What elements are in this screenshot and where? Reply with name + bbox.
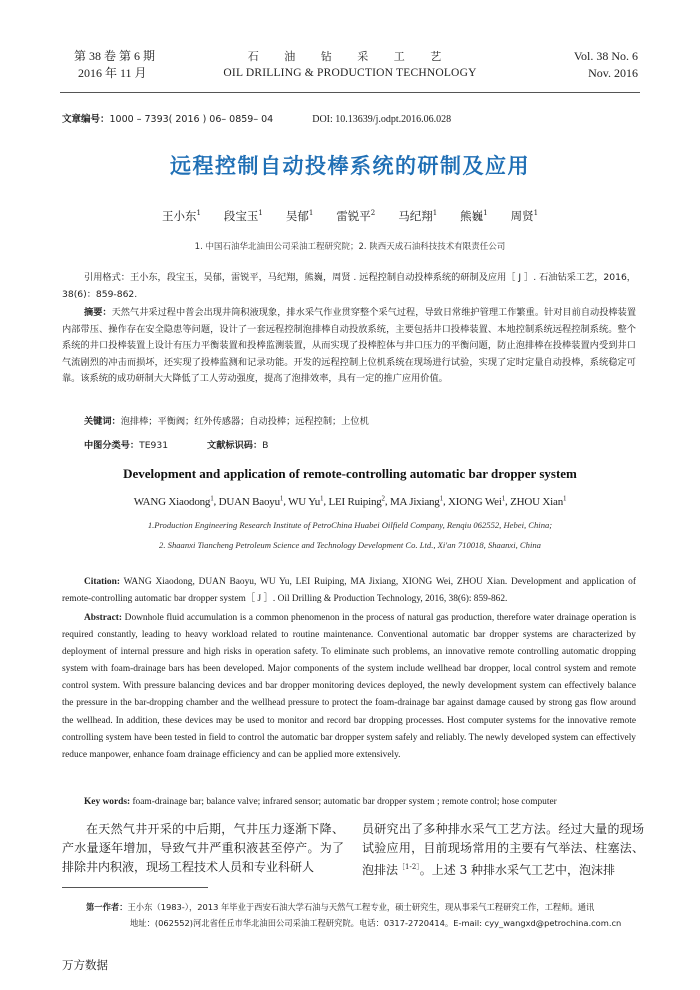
header-volume-en xyxy=(574,48,638,82)
article-no: 1000 – 7393( 2016 ) 06– 0859– 04 xyxy=(109,114,274,125)
article-no-label: 文章编号： xyxy=(62,114,110,125)
citation-en-text: WANG Xiaodong, DUAN Baoyu, WU Yu, LEI Ruiping, MA Jixiang, XIONG Wei, ZHOU Xian. Development and application of remote-controlling automatic bar dropper system［ J ］. Oil Drilling & Production Technology, 2016, 38(6): 859-862. xyxy=(62,577,636,605)
authors-en: WANG Xiaodong$^1$, DUAN Baoyu$^1$, WU Yu$^1$, LEI Ruiping$^2$, MA Jixiang$^1$, XIONG Wei$^1$, ZHOU Xian$^1$ xyxy=(133,494,567,508)
date-en: Nov. 2016 xyxy=(588,66,638,80)
authors-cn xyxy=(0,208,700,224)
affiliations-cn: 1. 中国石油华北油田公司采油工程研究院；2. 陕西天成石油科技技术有限责任公司 xyxy=(194,242,506,252)
author-cn: 段宝玉$^1$ xyxy=(223,209,263,223)
citation-cn xyxy=(62,270,636,303)
volume-cn: 第 38 卷 第 6 期 xyxy=(74,49,156,63)
footnote-rule xyxy=(62,887,208,888)
body-column-1: 在天然气井开采的中后期，气井压力逐渐下降、产水量逐年增加，导致气井严重积液甚至停产。为了排除井内积液，现场工程技术人员和专业科研人 xyxy=(62,822,344,874)
author-en: XIONG Wei$^1$ xyxy=(448,494,505,508)
citation-cn-label: 引用格式： xyxy=(84,272,130,283)
keywords-en-text: foam-drainage bar; balance valve; infrared sensor; automatic bar dropper system ; remote control; hose computer xyxy=(132,797,557,807)
author-en: WU Yu$^1$ xyxy=(288,494,324,508)
keywords-cn xyxy=(62,414,658,431)
author-en: ZHOU Xian$^1$ xyxy=(510,494,567,508)
date-cn: 2016 年 11 月 xyxy=(78,66,147,80)
author-cn: 马纪翔$^1$ xyxy=(398,209,438,223)
clc-code: TE931 xyxy=(139,440,169,451)
clc-label: 中图分类号： xyxy=(84,440,140,451)
citation-en-label: Citation: xyxy=(84,577,120,587)
doc-code: B xyxy=(262,440,269,451)
footnote xyxy=(86,899,642,931)
citation-en xyxy=(62,574,636,608)
author-cn: 周贤$^1$ xyxy=(510,209,539,223)
footnote-label: 第一作者： xyxy=(86,902,128,912)
doi: DOI: 10.13639/j.odpt.2016.06.028 xyxy=(312,114,452,125)
doc-code-label: 文献标识码： xyxy=(207,440,263,451)
author-cn: 王小东$^1$ xyxy=(161,209,201,223)
author-en: WANG Xiaodong$^1$ xyxy=(133,494,214,508)
wanfang-watermark: 万方数据 xyxy=(62,958,108,972)
affiliation-en-2: 2. Shaanxi Tiancheng Petroleum Science and Technology Development Co. Ltd., Xi'an 710018, Shaanxi, China xyxy=(159,540,541,550)
header-rule xyxy=(60,92,640,93)
volume-en: Vol. 38 No. 6 xyxy=(573,49,638,63)
author-cn: 吴郁$^1$ xyxy=(285,209,314,223)
abstract-en-text: Downhole fluid accumulation is a common phenomenon in the process of natural gas production, therefore water drainage operation is required constantly, leading to heavy workload related to routine maintenance. Conventional automatic bar dropper systems are characterized by deployment of internal pressure and high risks in operation safety. To eliminate such problems, an innovative remote controlling automatic dropping system with foam-drainage bars has been developed. Major components of the system include wellhead bar dropper, local control system and remote control system. With pressure balancing devices and bar dropper monitoring devices deployed, the newly development system can effectively balance the pressure in the bar-dropping chamber and the wellhead pressure to protect the foam-drainage bar against damage caused by strong gas flow around the wellhead. In addition, these devices may be used to monitor and record bar dropping processes. Host computer systems for the innovative remote controlling system have been tested in field to control the automatic bar dropper system safely and reliably. The newly developed system can effectively reduce manpower, enhance foam drainage efficiency and can be applied more extensively. xyxy=(62,613,636,760)
keywords-cn-text: 泡排棒；平衡阀；红外传感器；自动投棒；远程控制；上位机 xyxy=(120,416,369,427)
title-cn: 远程控制自动投棒系统的研制及应用 xyxy=(170,154,530,178)
abstract-en-label: Abstract: xyxy=(84,613,123,623)
keywords-en xyxy=(62,794,658,811)
body-column-2: 员研究出了多种排水采气工艺方法。经过大量的现场试验应用，目前现场常用的主要有气举法、柱塞法、泡排法$^{[1-2]}$。上述 3 种排水采气工艺中，泡沫排 xyxy=(362,822,644,877)
author-cn: 熊巍$^1$ xyxy=(460,209,488,223)
abstract-en xyxy=(62,610,636,764)
abstract-cn-label: 摘要： xyxy=(84,307,112,318)
affiliation-en-1: 1.Production Engineering Research Institute of PetroChina Huabei Oilfield Company, Renqiu 062552, Hebei, China; xyxy=(147,520,553,530)
footnote-line-2: 地址：(062552)河北省任丘市华北油田公司采油工程研究院。电话：0317-2720414。E-mail: cyy_wangxd@petrochina.com.cn xyxy=(130,918,622,928)
footnote-line-1: 王小东（1983-），2013 年毕业于西安石油大学石油与天然气工程专业，硕士研究生，现从事采气工程研究工作，工程师。通讯 xyxy=(127,902,595,912)
author-en: LEI Ruiping$^2$ xyxy=(328,494,385,508)
article-meta xyxy=(62,111,451,125)
author-cn: 雷锐平$^2$ xyxy=(336,209,376,223)
keywords-en-label: Key words: xyxy=(84,797,131,807)
classification xyxy=(62,438,658,455)
author-en: DUAN Baoyu$^1$ xyxy=(218,494,284,508)
journal-name-en: OIL DRILLING & PRODUCTION TECHNOLOGY xyxy=(223,67,477,79)
author-en: MA Jixiang$^1$ xyxy=(389,494,443,508)
keywords-cn-label: 关键词： xyxy=(84,416,121,427)
title-en: Development and application of remote-controlling automatic bar dropper system xyxy=(123,466,577,481)
journal-name-cn: 石 油 钻 采 工 艺 xyxy=(247,50,453,63)
reference-marker: ［1-2］ xyxy=(398,863,420,871)
abstract-cn xyxy=(62,305,636,388)
abstract-cn-text: 天然气井采过程中普会出现井筒积液现象，排水采气作业贯穿整个采气过程，导致日常维护管理工作繁重。针对目前自动投棒装置内部带压、操作存在安全隐患等问题，设计了一套远程控制泡排棒自动投放系统，主要包括井口投棒装置、本地控制系统远程控制系统。整个系统的井口投棒装置上设计有压力平衡装置和投棒监测装置，从而实现了投棒腔体与井口压力的平衡问题，防止泡排棒在投棒装置内受到井口气流剧烈的冲击而损坏，还实现了投棒监测和记录功能。开发的远程控制上位机系统在现场进行试验，实现了定时定量自动投棒，系统稳定可靠。该系统的成功研制大大降低了工人劳动强度，提高了泡排效率，具有一定的推广应用价值。 xyxy=(62,307,637,385)
citation-cn-text: 王小东，段宝玉，吴郁，雷锐平，马纪翔，熊巍，周贤 . 远程控制自动投棒系统的研制及应用［ J ］. 石油钻采工艺，2016，38(6)：859-862. xyxy=(62,272,636,300)
